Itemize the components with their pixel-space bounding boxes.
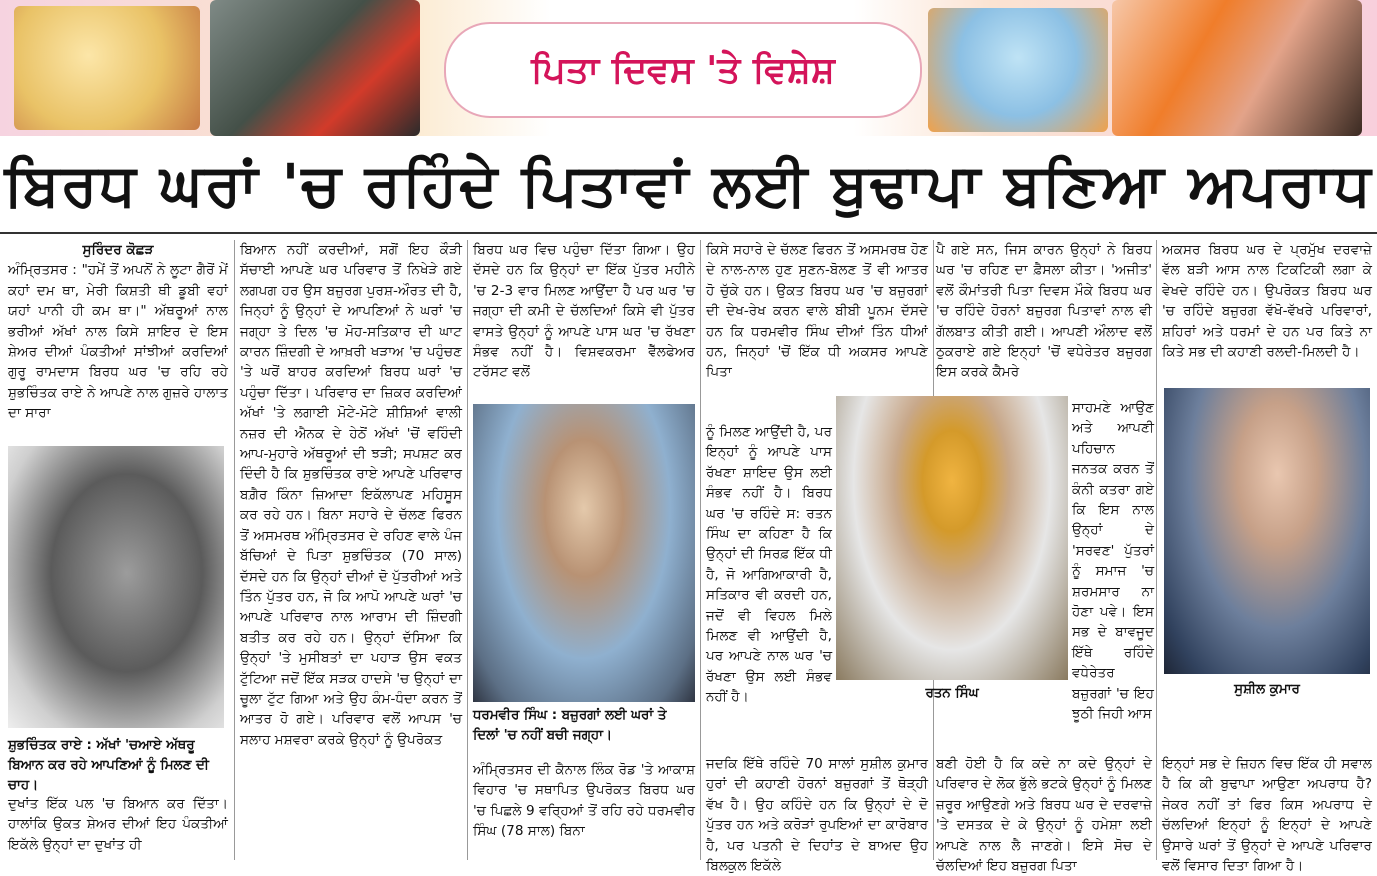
sushil-kumar-photo: [1164, 388, 1370, 674]
banner-title: ਪਿਤਾ ਦਿਵਸ 'ਤੇ ਵਿਸ਼ੇਸ਼: [531, 48, 835, 91]
photo-caption: ਧਰਮਵੀਰ ਸਿੰਘ : ਬਜ਼ੁਰਗਾਂ ਲਈ ਘਰਾਂ ਤੇ ਦਿਲਾਂ 'ਚ ਨਹੀਂ ਬਚੀ ਜਗ੍ਹਾ।: [473, 708, 667, 743]
article-paragraph: ਅੰਮ੍ਰਿਤਸਰ ਦੀ ਕੈਨਾਲ ਲਿੰਕ ਰੋਡ 'ਤੇ ਆਕਾਸ਼ ਵਿਹਾਰ 'ਚ ਸਥਾਪਿਤ ਉਪਰੋਕਤ ਬਿਰਧ ਘਰ 'ਚ ਪਿਛਲੇ 9 ਵਰ੍ਹਿਆਂ ਤੋਂ ਰਹਿ ਰਹੇ ਧਰਮਵੀਰ ਸਿੰਘ (78 ਸਾਲ) ਬਿਨਾ: [473, 762, 695, 840]
article-column-6-continued: [1162, 754, 1372, 875]
dharamvir-singh-photo: [473, 404, 695, 702]
article-paragraph: ਕਿਸੇ ਸਹਾਰੇ ਦੇ ਚੱਲਣ ਫਿਰਨ ਤੋਂ ਅਸਮਰਥ ਹੋਣ ਦੇ ਨਾਲ-ਨਾਲ ਹੁਣ ਸੁਣਨ-ਬੋਲਣ ਤੋਂ ਵੀ ਆਤਰ ਹੋ ਚੁੱਕੇ ਹਨ। ਉਕਤ ਬਿਰਧ ਘਰ 'ਚ ਬਜ਼ੁਰਗਾਂ ਦੀ ਦੇਖ-ਰੇਖ ਕਰਨ ਵਾਲੇ ਬੀਬੀ ਪੂਨਮ ਦੱਸਦੇ ਹਨ ਕਿ ਧਰਮਵੀਰ ਸਿੰਘ ਦੀਆਂ ਤਿੰਨ ਧੀਆਂ ਹਨ, ਜਿਨ੍ਹਾਂ 'ਚੋਂ ਇੱਕ ਧੀ ਅਕਸਰ ਆਪਣੇ ਪਿਤਾ: [706, 242, 928, 381]
shubhchintak-rai-photo: [8, 446, 224, 728]
headline: ਬਿਰਧ ਘਰਾਂ 'ਚ ਰਹਿੰਦੇ ਪਿਤਾਵਾਂ ਲਈ ਬੁਢਾਪਾ ਬਣਿਆ ਅਪਰਾਧ: [4, 150, 1373, 219]
article-paragraph: ਬਿਰਧ ਘਰ ਵਿਚ ਪਹੁੰਚਾ ਦਿੱਤਾ ਗਿਆ। ਉਹ ਦੱਸਦੇ ਹਨ ਕਿ ਉਨ੍ਹਾਂ ਦਾ ਇੱਕ ਪੁੱਤਰ ਮਹੀਨੇ 'ਚ 2-3 ਵਾਰ ਮਿਲਣ ਆਉਂਦਾ ਹੈ ਪਰ ਘਰ 'ਚ ਜਗ੍ਹਾ ਦੀ ਕਮੀ ਦੇ ਚੱਲਦਿਆਂ ਕਿਸੇ ਵੀ ਪੁੱਤਰ ਵਾਸਤੇ ਉਨ੍ਹਾਂ ਨੂੰ ਆਪਣੇ ਪਾਸ ਘਰ 'ਚ ਰੱਖਣਾ ਸੰਭਵ ਨਹੀਂ ਹੈ। ਵਿਸ਼ਵਕਰਮਾ ਵੈੱਲਫੇਅਰ ਟਰੱਸਟ ਵਲੋਂ: [473, 242, 695, 381]
headline-rule: [0, 232, 1377, 234]
article-column-4-continued: [706, 754, 928, 875]
article-column-5: [936, 240, 1152, 396]
photo-caption: ਰਤਨ ਸਿੰਘ: [925, 686, 979, 701]
banner-title-box: [444, 22, 922, 118]
article-column-3: [473, 240, 695, 396]
photo-caption: ਸੁਸ਼ੀਲ ਕੁਮਾਰ: [1234, 682, 1300, 697]
article-column-2: [240, 240, 462, 860]
article-column-1-continued: [8, 794, 228, 860]
byline: ਸੁਰਿੰਦਰ ਕੋਛੜ: [82, 242, 154, 258]
article-paragraph: ਬਣੀ ਹੋਈ ਹੈ ਕਿ ਕਦੇ ਨਾ ਕਦੇ ਉਨ੍ਹਾਂ ਦੇ ਪਰਿਵਾਰ ਦੇ ਲੋਕ ਭੁੱਲੇ ਭਟਕੇ ਉਨ੍ਹਾਂ ਨੂੰ ਮਿਲਣ ਜ਼ਰੂਰ ਆਉਣਗੇ ਅਤੇ ਬਿਰਧ ਘਰ ਦੇ ਦਰਵਾਜ਼ੇ 'ਤੇ ਦਸਤਕ ਦੇ ਕੇ ਉਨ੍ਹਾਂ ਨੂੰ ਹਮੇਸ਼ਾ ਲਈ ਆਪਣੇ ਨਾਲ ਲੈ ਜਾਣਗੇ। ਇਸੇ ਸੋਚ ਦੇ ਚੱਲਦਿਆਂ ਇਹ ਬਜ਼ੁਰਗ ਪਿਤਾ: [936, 756, 1152, 875]
column-divider: [467, 240, 468, 860]
sikh-father-son-photo: [1112, 0, 1362, 136]
article-column-4-narrow: [706, 422, 832, 720]
article-paragraph: ਨੂੰ ਮਿਲਣ ਆਉਂਦੀ ਹੈ, ਪਰ ਇਨ੍ਹਾਂ ਨੂੰ ਆਪਣੇ ਪਾਸ ਰੱਖਣਾ ਸ਼ਾਇਦ ਉਸ ਲਈ ਸੰਭਵ ਨਹੀਂ ਹੈ। ਬਿਰਧ ਘਰ 'ਚ ਰਹਿੰਦੇ ਸ: ਰਤਨ ਸਿੰਘ ਦਾ ਕਹਿਣਾ ਹੈ ਕਿ ਉਨ੍ਹਾਂ ਦੀ ਸਿਰਫ਼ ਇੱਕ ਧੀ ਹੈ, ਜੋ ਆਗਿਆਕਾਰੀ ਹੈ, ਸਤਿਕਾਰ ਵੀ ਕਰਦੀ ਹਨ, ਜਦੋਂ ਵੀ ਵਿਹਲ ਮਿਲੇ ਮਿਲਣ ਵੀ ਆਉਂਦੀ ਹੈ, ਪਰ ਆਪਣੇ ਨਾਲ ਘਰ 'ਚ ਰੱਖਣਾ ਉਸ ਲਈ ਸੰਭਵ ਨਹੀਂ ਹੈ।: [706, 424, 832, 706]
article-paragraph: ਇਨ੍ਹਾਂ ਸਭ ਦੇ ਜ਼ਿਹਨ ਵਿਚ ਇੱਕ ਹੀ ਸਵਾਲ ਹੈ ਕਿ ਕੀ ਬੁਢਾਪਾ ਆਉਣਾ ਅਪਰਾਧ ਹੈ? ਜੇਕਰ ਨਹੀਂ ਤਾਂ ਫਿਰ ਕਿਸ ਅਪਰਾਧ ਦੇ ਚੱਲਦਿਆਂ ਇਨ੍ਹਾਂ ਨੂੰ ਇਨ੍ਹਾਂ ਦੇ ਆਪਣੇ ਉਸਾਰੇ ਘਰਾਂ ਤੋਂ ਉਨ੍ਹਾਂ ਦੇ ਆਪਣੇ ਪਰਿਵਾਰ ਵਲੋਂ ਵਿਸਾਰ ਦਿਤਾ ਗਿਆ ਹੈ।: [1162, 756, 1372, 875]
cartoon-father-child-image: [14, 6, 200, 130]
column-divider: [234, 240, 235, 860]
father-son-photo: [210, 0, 420, 136]
article-column-3-continued: [473, 760, 695, 860]
article-paragraph: ਅਕਸਰ ਬਿਰਧ ਘਰ ਦੇ ਪ੍ਰਮੁੱਖ ਦਰਵਾਜ਼ੇ ਵੱਲ ਬੜੀ ਆਸ ਨਾਲ ਟਿਕਟਿਕੀ ਲਗਾ ਕੇ ਵੇਖਦੇ ਰਹਿੰਦੇ ਹਨ। ਉਪਰੋਕਤ ਬਿਰਧ ਘਰ 'ਚ ਰਹਿੰਦੇ ਬਜ਼ੁਰਗ ਵੱਖੋ-ਵੱਖਰੇ ਪਰਿਵਾਰਾਂ, ਸ਼ਹਿਰਾਂ ਅਤੇ ਧਰਮਾਂ ਦੇ ਹਨ ਪਰ ਕਿਤੇ ਨਾ ਕਿਤੇ ਸਭ ਦੀ ਕਹਾਣੀ ਰਲਦੀ-ਮਿਲਦੀ ਹੈ।: [1162, 242, 1372, 361]
column-divider: [700, 240, 701, 860]
column-divider: [1156, 240, 1157, 860]
article-paragraph: ਦੁਖਾਂਤ ਇੱਕ ਪਲ 'ਚ ਬਿਆਨ ਕਰ ਦਿੱਤਾ। ਹਾਲਾਂਕਿ ਉਕਤ ਸ਼ੇਅਰ ਦੀਆਂ ਇਹ ਪੰਕਤੀਆਂ ਇਕੱਲੇ ਉਨ੍ਹਾਂ ਦਾ ਦੁਖਾਂਤ ਹੀ: [8, 796, 228, 853]
cartoon-family-image: [928, 8, 1108, 132]
photo-caption: ਸ਼ੁਭਚਿੰਤਕ ਰਾਏ : ਅੱਖਾਂ 'ਚਆਏ ਅੱਥਰੂ ਬਿਆਨ ਕਰ ਰਹੇ ਆਪਣਿਆਂ ਨੂੰ ਮਿਲਣ ਦੀ ਚਾਹ।: [8, 738, 209, 793]
article-column-1: [8, 240, 228, 440]
article-paragraph: ਬਿਆਨ ਨਹੀਂ ਕਰਦੀਆਂ, ਸਗੋਂ ਇਹ ਕੌੜੀ ਸੱਚਾਈ ਆਪਣੇ ਘਰ ਪਰਿਵਾਰ ਤੋਂ ਨਿਖੇੜੇ ਗਏ ਲਗਪਗ ਹਰ ਉਸ ਬਜ਼ੁਰਗ ਪੁਰਸ਼-ਔਰਤ ਦੀ ਹੈ, ਜਿਨ੍ਹਾਂ ਨੂੰ ਉਨ੍ਹਾਂ ਦੇ ਆਪਣਿਆਂ ਨੇ ਘਰਾਂ 'ਚ ਜਗ੍ਹਾ ਤੇ ਦਿਲ 'ਚ ਮੋਹ-ਸਤਿਕਾਰ ਦੀ ਘਾਟ ਕਾਰਨ ਜ਼ਿੰਦਗੀ ਦੇ ਆਖ਼ਰੀ ਖੜਾਅ 'ਚ ਪਹੁੰਚਣ 'ਤੇ ਘਰੋਂ ਬਾਹਰ ਕਰਦਿਆਂ ਬਿਰਧ ਘਰਾਂ 'ਚ ਪਹੁੰਚਾ ਦਿੱਤਾ। ਪਰਿਵਾਰ ਦਾ ਜ਼ਿਕਰ ਕਰਦਿਆਂ ਅੱਖਾਂ 'ਤੇ ਲਗਾਈ ਮੋਟੇ-ਮੋਟੇ ਸ਼ੀਸ਼ਿਆਂ ਵਾਲੀ ਨਜ਼ਰ ਦੀ ਐਨਕ ਦੇ ਹੇਠੋਂ ਅੱਖਾਂ 'ਚੋਂ ਵਹਿੰਦੀ ਆਪ-ਮੁਹਾਰੇ ਅੱਥਰੂਆਂ ਦੀ ਝੜੀ; ਸਪਸ਼ਟ ਕਰ ਦਿੰਦੀ ਹੈ ਕਿ ਸ਼ੁਭਚਿੰਤਕ ਰਾਏ ਆਪਣੇ ਪਰਿਵਾਰ ਬਗ਼ੈਰ ਕਿੰਨਾ ਜ਼ਿਆਦਾ ਇਕੱਲਾਪਣ ਮਹਿਸੂਸ ਕਰ ਰਹੇ ਹਨ। ਬਿਨਾ ਸਹਾਰੇ ਦੇ ਚੱਲਣ ਫਿਰਨ ਤੋਂ ਅਸਮਰਥ ਅੰਮ੍ਰਿਤਸਰ ਦੇ ਰਹਿਣ ਵਾਲੇ ਪੰਜ ਬੱਚਿਆਂ ਦੇ ਪਿਤਾ ਸ਼ੁਭਚਿੰਤਕ (70 ਸਾਲ) ਦੱਸਦੇ ਹਨ ਕਿ ਉਨ੍ਹਾਂ ਦੀਆਂ ਦੋ ਪੁੱਤਰੀਆਂ ਅਤੇ ਤਿੰਨ ਪੁੱਤਰ ਹਨ, ਜੋ ਕਿ ਆਪੋ ਆਪਣੇ ਘਰਾਂ 'ਚ ਆਪਣੇ ਪਰਿਵਾਰ ਨਾਲ ਆਰਾਮ ਦੀ ਜ਼ਿੰਦਗੀ ਬਤੀਤ ਕਰ ਰਹੇ ਹਨ। ਉਨ੍ਹਾਂ ਦੱਸਿਆ ਕਿ ਉਨ੍ਹਾਂ 'ਤੇ ਮੁਸੀਬਤਾਂ ਦਾ ਪਹਾੜ ਉਸ ਵਕਤ ਟੁੱਟਿਆ ਜਦੋਂ ਇੱਕ ਸੜਕ ਹਾਦਸੇ 'ਚ ਉਨ੍ਹਾਂ ਦਾ ਚੂਲਾ ਟੁੱਟ ਗਿਆ ਅਤੇ ਉਹ ਕੰਮ-ਧੰਦਾ ਕਰਨ ਤੋਂ ਆਤਰ ਹੋ ਗਏ। ਪਰਿਵਾਰ ਵਲੋਂ ਆਪਸ 'ਚ ਸਲਾਹ ਮਸ਼ਵਰਾ ਕਰਕੇ ਉਨ੍ਹਾਂ ਨੂੰ ਉਪਰੋਕਤ: [240, 242, 462, 748]
article-column-5-continued: [936, 754, 1152, 875]
article-paragraph: ਜਦਕਿ ਇੱਥੇ ਰਹਿੰਦੇ 70 ਸਾਲਾਂ ਸੁਸ਼ੀਲ ਕੁਮਾਰ ਹੁਰਾਂ ਦੀ ਕਹਾਣੀ ਹੋਰਨਾਂ ਬਜ਼ੁਰਗਾਂ ਤੋਂ ਥੋੜ੍ਹੀ ਵੱਖ ਹੈ। ਉਹ ਕਹਿੰਦੇ ਹਨ ਕਿ ਉਨ੍ਹਾਂ ਦੇ ਦੋ ਪੁੱਤਰ ਹਨ ਅਤੇ ਕਰੋੜਾਂ ਰੁਪਇਆਂ ਦਾ ਕਾਰੋਬਾਰ ਹੈ, ਪਰ ਪਤਨੀ ਦੇ ਦਿਹਾਂਤ ਦੇ ਬਾਅਦ ਉਹ ਬਿਲਕੁਲ ਇਕੱਲੇ: [706, 756, 928, 875]
article-paragraph: ਪੈ ਗਏ ਸਨ, ਜਿਸ ਕਾਰਨ ਉਨ੍ਹਾਂ ਨੇ ਬਿਰਧ ਘਰ 'ਚ ਰਹਿਣ ਦਾ ਫ਼ੈਸਲਾ ਕੀਤਾ। 'ਅਜੀਤ' ਵਲੋਂ ਕੌਮਾਂਤਰੀ ਪਿਤਾ ਦਿਵਸ ਮੌਕੇ ਬਿਰਧ ਘਰ 'ਚ ਰਹਿੰਦੇ ਹੋਰਨਾਂ ਬਜ਼ੁਰਗ ਪਿਤਾਵਾਂ ਨਾਲ ਵੀ ਗੱਲਬਾਤ ਕੀਤੀ ਗਈ। ਆਪਣੀ ਔਲਾਦ ਵਲੋਂ ਠੁਕਰਾਏ ਗਏ ਇਨ੍ਹਾਂ 'ਚੋਂ ਵਧੇਰੇਤਰ ਬਜ਼ੁਰਗ ਇਸ ਕਰਕੇ ਕੈਮਰੇ: [936, 242, 1152, 381]
header-banner: [0, 0, 1377, 136]
article-column-6: [1162, 240, 1372, 390]
article-column-4: [706, 240, 928, 418]
article-paragraph: ਸਾਹਮਣੇ ਆਉਣ ਅਤੇ ਆਪਣੀ ਪਹਿਚਾਨ ਜਨਤਕ ਕਰਨ ਤੋਂ ਕੰਨੀ ਕਤਰਾ ਗਏ ਕਿ ਇਸ ਨਾਲ ਉਨ੍ਹਾਂ ਦੇ 'ਸਰਵਣ' ਪੁੱਤਰਾਂ ਨੂੰ ਸਮਾਜ 'ਚ ਸ਼ਰਮਸਾਰ ਨਾ ਹੋਣਾ ਪਵੇ। ਇਸ ਸਭ ਦੇ ਬਾਵਜੂਦ ਇੱਥੇ ਰਹਿੰਦੇ ਵਧੇਰੇਤਰ ਬਜ਼ੁਰਗਾਂ 'ਚ ਇਹ ਝੂਠੀ ਜਿਹੀ ਆਸ: [1072, 400, 1154, 723]
ratan-singh-photo: [836, 396, 1068, 680]
article-column-5-narrow: [1072, 398, 1154, 748]
article-paragraph: ਅੰਮ੍ਰਿਤਸਰ : "ਹਮੇਂ ਤੋਂ ਅਪਨੋਂ ਨੇ ਲੂਟਾ ਗੈਰੋਂ ਮੇਂ ਕਹਾਂ ਦਮ ਥਾ, ਮੇਰੀ ਕਿਸ਼ਤੀ ਥੀ ਡੂਬੀ ਵਹਾਂ ਯਹਾਂ ਪਾਨੀ ਹੀ ਕਮ ਥਾ।" ਅੱਥਰੂਆਂ ਨਾਲ ਭਰੀਆਂ ਅੱਖਾਂ ਨਾਲ ਕਿਸੇ ਸ਼ਾਇਰ ਦੇ ਇਸ ਸ਼ੇਅਰ ਦੀਆਂ ਪੰਕਤੀਆਂ ਸਾਂਝੀਆਂ ਕਰਦਿਆਂ ਗੁਰੂ ਰਾਮਦਾਸ ਬਿਰਧ ਘਰ 'ਚ ਰਹਿ ਰਹੇ ਸ਼ੁਭਚਿੰਤਕ ਰਾਏ ਨੇ ਆਪਣੇ ਨਾਲ ਗੁਜ਼ਰੇ ਹਾਲਾਤ ਦਾ ਸਾਰਾ: [8, 262, 228, 422]
